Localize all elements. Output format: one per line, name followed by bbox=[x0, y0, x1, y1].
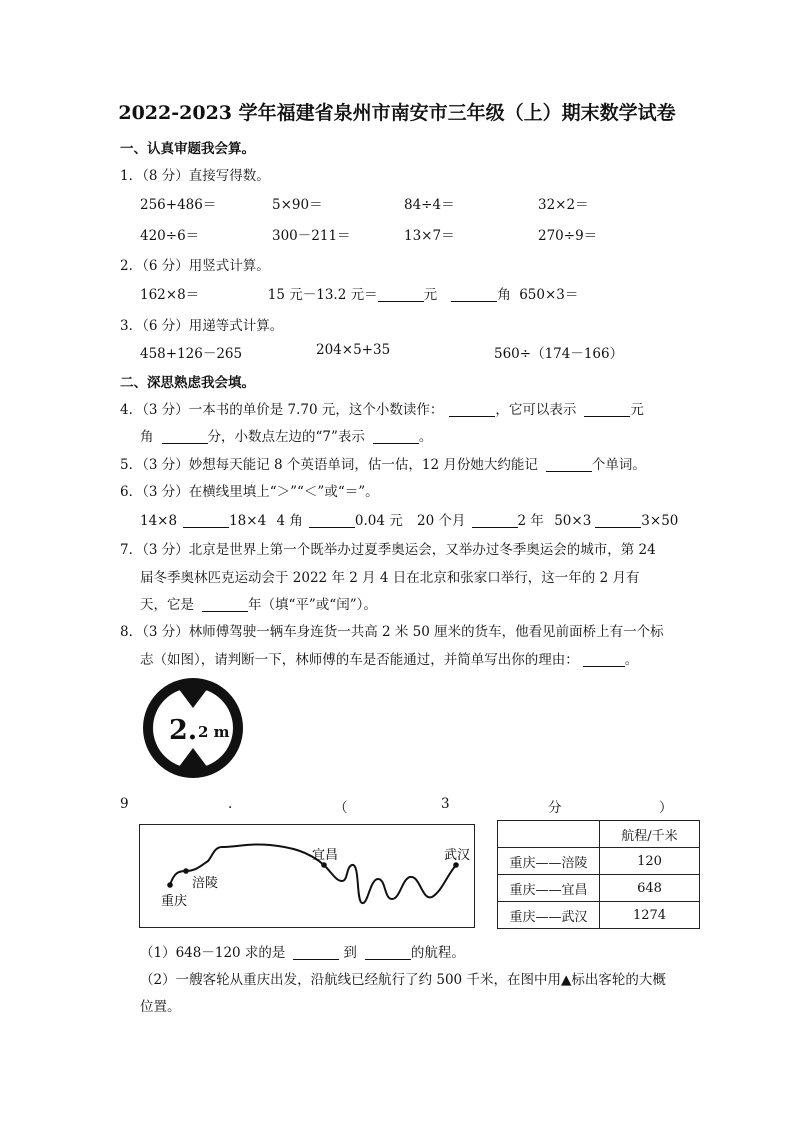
q9-text: （1）648－120 求的是 bbox=[140, 945, 286, 961]
q6-blank-4[interactable] bbox=[595, 513, 641, 528]
q5-text: 个单词。 bbox=[591, 457, 646, 473]
q4-text: ，它可以表示 bbox=[495, 402, 577, 418]
q3-item: 458+126－265 bbox=[140, 346, 243, 362]
q6-text: 4 角 bbox=[276, 513, 303, 529]
q6-text: 0.04 元 bbox=[354, 513, 403, 529]
q7-line-3 bbox=[140, 593, 377, 613]
q1-item: 256+486＝ bbox=[140, 197, 217, 213]
q4-blank-seven[interactable] bbox=[373, 429, 419, 444]
table-row bbox=[498, 848, 700, 875]
q2-a-text: 162×8＝ bbox=[140, 287, 200, 303]
q6-blank-3[interactable] bbox=[472, 513, 518, 528]
table-header-empty bbox=[498, 821, 600, 848]
q1-item: 84÷4＝ bbox=[404, 197, 455, 213]
q4-blank-reading[interactable] bbox=[449, 402, 495, 417]
q4-line-1 bbox=[120, 398, 644, 418]
wuhan-dot bbox=[453, 862, 459, 868]
q4-text: 角 bbox=[140, 429, 154, 445]
q6-text: 3×50 bbox=[641, 513, 679, 529]
q2-stem: 2．（6 分）用竖式计算。 bbox=[120, 258, 270, 274]
q9-stem-score: 3 bbox=[441, 796, 450, 812]
chongqing-dot bbox=[167, 882, 173, 888]
table-header: 航程/千米 bbox=[600, 821, 700, 848]
q3-stem: 3．（6 分）用递等式计算。 bbox=[120, 318, 284, 334]
q6-stem: 6．（3 分）在横线里填上“＞”“＜”或“＝”。 bbox=[120, 484, 379, 500]
q9-sub2-line-1: （2）一艘客轮从重庆出发，沿航线已经航行了约 500 千米，在图中用▲标出客轮的大概 bbox=[140, 972, 666, 988]
q7-blank[interactable] bbox=[202, 597, 248, 612]
table-cell-route: 重庆——武汉 bbox=[498, 902, 600, 929]
sign-number-small: 2 m bbox=[198, 723, 230, 741]
q9-stem-fen: 分 bbox=[548, 800, 562, 816]
table-cell-km: 648 bbox=[600, 875, 700, 902]
table-cell-route: 重庆——宜昌 bbox=[498, 875, 600, 902]
distance-table bbox=[497, 820, 700, 929]
section-2-heading: 二、深思熟虑我会填。 bbox=[120, 375, 255, 391]
q9-sub2-line-2: 位置。 bbox=[140, 999, 181, 1015]
q6-items bbox=[140, 509, 678, 529]
table-cell-km: 1274 bbox=[600, 902, 700, 929]
q7-text: 年（填“平”或“闰”）。 bbox=[248, 597, 377, 613]
q2-c-text: 650×3＝ bbox=[519, 287, 579, 303]
route-map bbox=[139, 824, 475, 928]
q6-text: 18×4 bbox=[229, 513, 267, 529]
q2-unit-yuan: 元 bbox=[423, 287, 438, 303]
wuhan-label: 武汉 bbox=[444, 848, 471, 863]
q5-blank[interactable] bbox=[546, 457, 592, 472]
q8-blank[interactable] bbox=[583, 652, 625, 667]
q1-stem: 1．（8 分）直接写得数。 bbox=[120, 168, 270, 184]
q2-blank-yuan[interactable] bbox=[378, 287, 424, 302]
chongqing-label: 重庆 bbox=[161, 894, 188, 909]
table-row bbox=[498, 902, 700, 929]
q9-text: 到 bbox=[343, 945, 357, 961]
q5-line bbox=[120, 453, 646, 473]
q8-text: 志（如图），请判断一下，林师傅的车是否能通过，并简单写出你的理由： bbox=[140, 652, 579, 668]
q4-line-2 bbox=[140, 425, 432, 445]
sign-number-big: 2. bbox=[169, 715, 198, 746]
q1-item: 5×90＝ bbox=[272, 197, 323, 213]
fuling-label: 涪陵 bbox=[192, 876, 219, 891]
route-map-svg bbox=[140, 825, 474, 927]
q4-text: 。 bbox=[418, 429, 433, 445]
q6-blank-2[interactable] bbox=[309, 513, 355, 528]
q9-blank-from[interactable] bbox=[293, 945, 339, 960]
fuling-dot bbox=[183, 868, 189, 874]
table-row bbox=[498, 875, 700, 902]
q7-line-1: 7．（3 分）北京是世界上第一个既举办过夏季奥运会，又举办过冬季奥运会的城市，第 24 bbox=[120, 542, 656, 558]
table-cell-km: 120 bbox=[600, 848, 700, 875]
q1-item: 300－211＝ bbox=[272, 228, 351, 244]
q4-text: 4．（3 分）一本书的单价是 7.70 元，这个小数读作： bbox=[120, 402, 444, 418]
q9-stem-dot: . bbox=[228, 796, 233, 812]
q6-blank-1[interactable] bbox=[183, 513, 229, 528]
q9-stem-lparen: （ bbox=[334, 800, 348, 816]
q1-item: 32×2＝ bbox=[538, 197, 589, 213]
yichang-dot bbox=[321, 862, 327, 868]
q2-b-text: 15 元－13.2 元＝ bbox=[267, 287, 378, 303]
q6-text: 2 年 bbox=[517, 513, 544, 529]
table-cell-route: 重庆——涪陵 bbox=[498, 848, 600, 875]
q9-stem-num: 9 bbox=[120, 796, 129, 812]
q1-item: 420÷6＝ bbox=[140, 228, 200, 244]
q9-blank-to[interactable] bbox=[365, 945, 411, 960]
q4-blank-jiao[interactable] bbox=[162, 429, 208, 444]
q8-line-2 bbox=[140, 648, 638, 668]
q4-blank-yuan[interactable] bbox=[584, 402, 630, 417]
q5-text: 5．（3 分）妙想每天能记 8 个英语单词，估一估，12 月份她大约能记 bbox=[120, 457, 538, 473]
q6-text: 20 个月 bbox=[417, 513, 466, 529]
q4-text: 元 bbox=[630, 402, 644, 418]
q2-item-a bbox=[140, 283, 578, 303]
q3-item: 560÷（174－166） bbox=[494, 346, 624, 362]
q6-text: 14×8 bbox=[140, 513, 178, 529]
q2-blank-jiao[interactable] bbox=[451, 287, 497, 302]
q2-unit-jiao: 角 bbox=[497, 287, 511, 303]
q1-item: 13×7＝ bbox=[404, 228, 455, 244]
q7-line-2: 届冬季奥林匹克运动会于 2022 年 2 月 4 日在北京和张家口举行，这一年的 2 月有 bbox=[140, 570, 640, 586]
q7-text: 天，它是 bbox=[140, 597, 194, 613]
q8-line-1: 8．（3 分）林师傅驾驶一辆车身连货一共高 2 米 50 厘米的货车，他看见前面桥上有一个标 bbox=[120, 624, 664, 640]
q1-item: 270÷9＝ bbox=[538, 228, 598, 244]
yichang-label: 宜昌 bbox=[312, 848, 339, 863]
q4-text: 分，小数点左边的“7”表示 bbox=[207, 429, 365, 445]
page-title: 2022-2023 学年福建省泉州市南安市三年级（上）期末数学试卷 bbox=[118, 102, 676, 124]
q9-sub1 bbox=[140, 941, 465, 961]
q9-text: 的航程。 bbox=[410, 945, 465, 961]
q6-text: 50×3 bbox=[554, 513, 592, 529]
q3-item: 204×5+35 bbox=[316, 342, 391, 358]
height-limit-sign bbox=[136, 672, 252, 788]
q8-text: 。 bbox=[624, 652, 639, 668]
section-1-heading: 一、认真审题我会算。 bbox=[120, 141, 255, 157]
table-row bbox=[498, 821, 700, 848]
q9-stem-rparen: ） bbox=[659, 800, 673, 816]
